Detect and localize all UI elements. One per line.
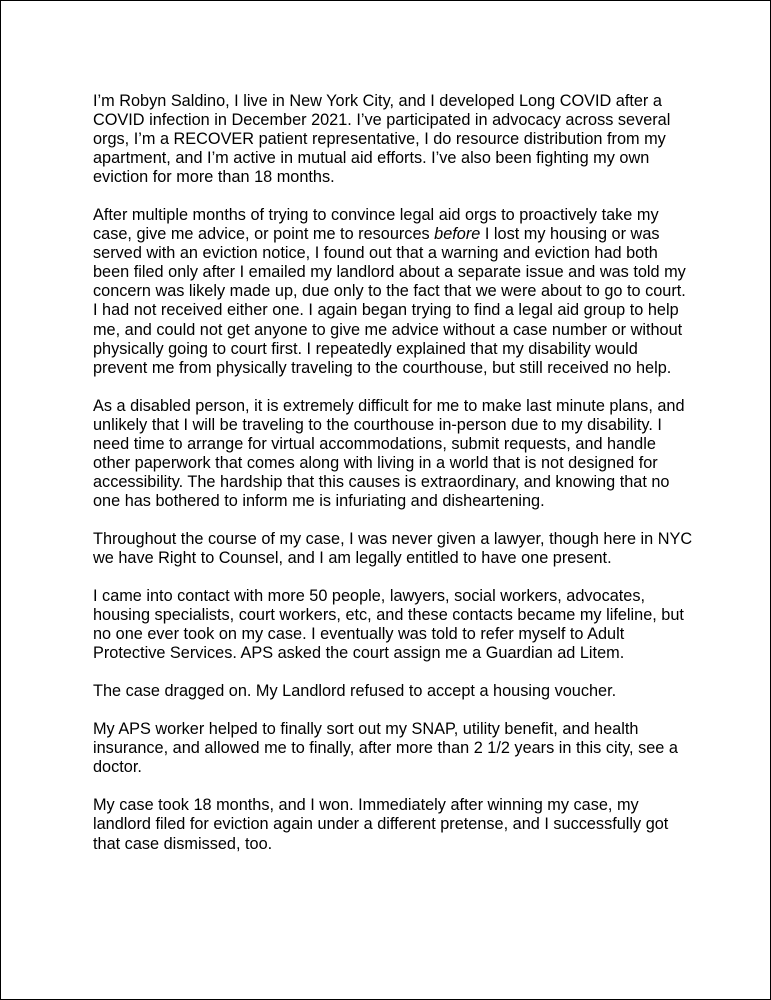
paragraph-outcome: My case took 18 months, and I won. Immediately after winning my case, my landlord filed for eviction again under a different pretense, and I successfully got that case dismissed, too. bbox=[93, 796, 669, 853]
paragraph-housing-voucher: The case dragged on. My Landlord refused to accept a housing voucher. bbox=[93, 682, 617, 701]
paragraph-right-to-counsel: Throughout the course of my case, I was never given a lawyer, though here in NYC we have Right to Counsel, and I am legally entitled to have one present. bbox=[93, 529, 693, 567]
paragraph-introduction: I’m Robyn Saldino, I live in New York City, and I developed Long COVID after a COVID infection in December 2021. I’ve participated in advocacy across several orgs, I’m a RECOVER patient representative, I do resource distribution from my apartment, and I’m active in mutual aid efforts. I’ve also been fighting my own eviction for more than 18 months. bbox=[93, 92, 671, 187]
emphasis-before: before bbox=[434, 225, 481, 244]
paragraph-legal-aid bbox=[93, 206, 693, 377]
paragraph-legal-aid-part-1: After multiple months of trying to convince legal aid orgs to proactively take my case, give me advice, or point me to resources bbox=[93, 206, 659, 244]
paragraph-contacts: I came into contact with more 50 people, lawyers, social workers, advocates, housing specialists, court workers, etc, and these contacts became my lifeline, but no one ever took on my case. I eventually was told to refer myself to Adult Protective Services. APS asked the court assign me a Guardian ad Litem. bbox=[93, 587, 684, 663]
paragraph-disability: As a disabled person, it is extremely difficult for me to make last minute plans, and unlikely that I will be traveling to the courthouse in-person due to my disability. I need time to arrange for virtual accommodations, submit requests, and handle other paperwork that comes along with living in a world that is not designed for accessibility. The hardship that this causes is extraordinary, and knowing that no one has bothered to inform me is infuriating and disheartening. bbox=[93, 396, 685, 510]
paragraph-aps-worker: My APS worker helped to finally sort out my SNAP, utility benefit, and health insurance, and allowed me to finally, after more than 2 1/2 years in this city, see a doctor. bbox=[93, 720, 678, 777]
document-body bbox=[93, 92, 693, 873]
paragraph-legal-aid-part-2: I lost my housing or was served with an eviction notice, I found out that a warning and eviction had both been filed only after I emailed my landlord about a separate issue and was told my concern was likely made up, due only to the fact that we were about to go to court. I had not received either one. I again began trying to find a legal aid group to help me, and could not get anyone to give me advice without a case number or without physically going to court first. I repeatedly explained that my disability would prevent me from physically traveling to the courthouse, but still received no help. bbox=[93, 225, 686, 377]
